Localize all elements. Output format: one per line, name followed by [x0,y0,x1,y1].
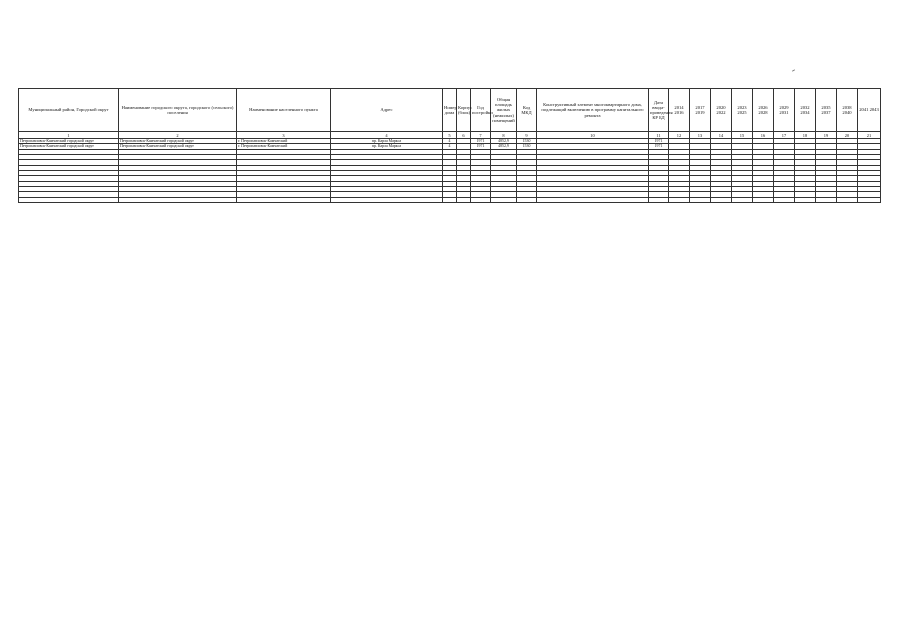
table-body [19,132,881,203]
period-cell [753,197,774,202]
column-number: 6 [457,132,471,139]
column-number: 16 [753,132,774,139]
column-number: 4 [331,132,443,139]
table-row [19,197,881,202]
column-header: Наименование населенного пункта [237,89,331,132]
column-header: Код МКД [517,89,537,132]
column-header: Корпус (блок) [457,89,471,132]
area-cell: 4852,9 [491,139,517,144]
repair-program-table [18,88,881,203]
street-cell [331,197,443,202]
header-row [19,89,881,132]
column-header: 2026 2028 [753,89,774,132]
scan-artifact [792,69,795,71]
year-cell: 1971 [471,139,491,144]
locality-cell: г. Петропавловск-Камчатский [237,139,331,144]
column-number: 13 [690,132,711,139]
code-cell: 1530 [517,144,537,149]
column-header: Конструктивный элемент многоквартирного дома, подлежащий включению в программу капитального ремонта [537,89,649,132]
column-header: 2038 2040 [837,89,858,132]
period-cell [774,197,795,202]
column-header: 2032 2034 [795,89,816,132]
column-header: Муниципальный район, Городской округ [19,89,119,132]
house-number-cell: 4 [443,139,457,144]
column-number: 21 [858,132,881,139]
column-header: 2020 2022 [711,89,732,132]
column-header: Год постройки [471,89,491,132]
column-number: 8 [491,132,517,139]
house-number-cell: 4 [443,144,457,149]
street-cell: пр. Карла Маркса [331,144,443,149]
period-cell [690,197,711,202]
code-cell [517,197,537,202]
column-number: 1 [19,132,119,139]
period-cell [732,197,753,202]
column-header: 2014 2016 [669,89,690,132]
date-cell: 1971 [649,139,669,144]
settlement-cell [119,197,237,202]
column-header: 2017 2019 [690,89,711,132]
period-cell [837,197,858,202]
period-cell [816,197,837,202]
area-cell [491,197,517,202]
column-number-row [19,132,881,139]
year-cell: 1971 [471,144,491,149]
column-header: Дата ввода-проведения КР БД [649,89,669,132]
column-number: 14 [711,132,732,139]
column-number: 5 [443,132,457,139]
period-cell [711,197,732,202]
house-number-cell [443,197,457,202]
column-number: 10 [537,132,649,139]
area-cell: 4852,9 [491,144,517,149]
column-number: 2 [119,132,237,139]
column-number: 7 [471,132,491,139]
period-cell [858,197,881,202]
element-cell [537,197,649,202]
street-cell: пр. Карла Маркса [331,139,443,144]
column-number: 18 [795,132,816,139]
date-cell: 1971 [649,144,669,149]
column-header: Адрес [331,89,443,132]
period-cell [669,197,690,202]
column-number: 3 [237,132,331,139]
column-header: 2041 2043 [858,89,881,132]
code-cell: 1530 [517,139,537,144]
date-cell [649,197,669,202]
block-cell [457,197,471,202]
settlement-cell: Петропавловск-Камчатский городской округ [119,139,237,144]
locality-cell [237,197,331,202]
column-number: 9 [517,132,537,139]
settlement-cell: Петропавловск-Камчатский городской округ [119,144,237,149]
column-header: 2023 2025 [732,89,753,132]
column-header: 2029 2031 [774,89,795,132]
column-header: Наименование городского округа, городского (сельского) поселения [119,89,237,132]
column-header: 2035 2037 [816,89,837,132]
column-number: 11 [649,132,669,139]
column-number: 17 [774,132,795,139]
district-cell [19,197,119,202]
district-cell: Петропавловск-Камчатский городской округ [19,139,119,144]
repair-program-sheet [18,88,880,203]
column-number: 19 [816,132,837,139]
column-header: Номер дома [443,89,457,132]
year-cell [471,197,491,202]
column-number: 15 [732,132,753,139]
locality-cell: г. Петропавловск-Камчатский [237,144,331,149]
period-cell [795,197,816,202]
column-number: 12 [669,132,690,139]
column-header: Общая площадь жилых (нежилых) помещений [491,89,517,132]
column-number: 20 [837,132,858,139]
district-cell: Петропавловск-Камчатский городской округ [19,144,119,149]
